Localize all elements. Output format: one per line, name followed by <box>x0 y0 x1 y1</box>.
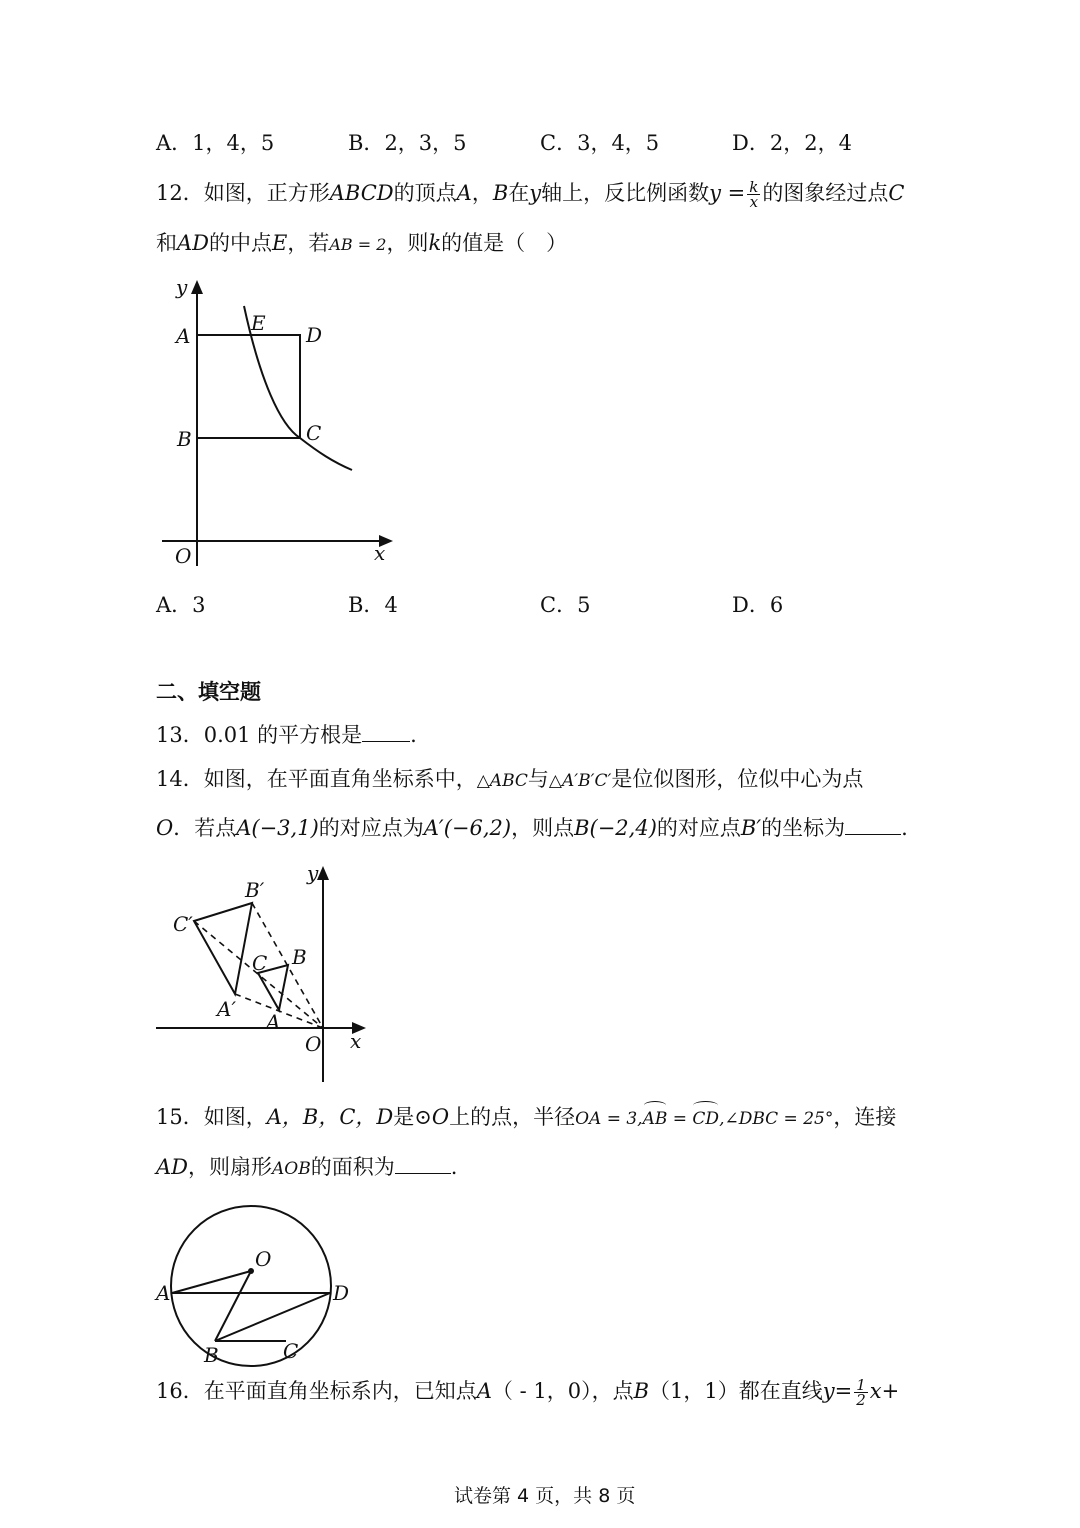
section-2-title: 二、填空题 <box>156 680 261 704</box>
q14-label-a-prime: A′ <box>217 997 236 1021</box>
q12-label-e: E <box>251 311 266 335</box>
q11-option-c: C．3，4，5 <box>540 131 660 155</box>
q12-label-b: B <box>177 427 192 451</box>
q14-label-b-prime: B′ <box>245 878 265 902</box>
q12-label-d: D <box>306 323 323 347</box>
q13-stem: 13．0.01 的平方根是 . <box>156 723 417 747</box>
q16-stem-line1: 16．在平面直角坐标系内，已知点A（ - 1，0），点B（1，1）都在直线y= $\frac{1}{2}$ x+ <box>156 1376 900 1409</box>
q12-option-c: C．5 <box>540 593 591 617</box>
q15-arc-ab: AB <box>643 1104 668 1134</box>
page-footer: 试卷第 4 页，共 8 页 <box>454 1485 636 1507</box>
q12-option-a: A．3 <box>156 593 206 617</box>
q14-label-c: C <box>252 951 268 975</box>
q14-label-b: B <box>292 945 307 969</box>
q12-option-b: B．4 <box>348 593 398 617</box>
q12-option-d: D．6 <box>732 593 784 617</box>
q15-radius-ob <box>215 1271 251 1341</box>
q14-label-c-prime: C′ <box>173 912 193 936</box>
q14-stem-line1: 14．如图，在平面直角坐标系中，△ABC与△A′B′C′是位似图形，位似中心为点 <box>156 767 864 791</box>
q15-stem-line2: AD，则扇形AOB的面积为 . <box>156 1155 458 1179</box>
q14-label-y: y <box>307 861 319 885</box>
q12-label-origin: O <box>175 544 192 568</box>
q12-label-c: C <box>306 421 322 445</box>
q14-label-a: A <box>266 1010 281 1034</box>
q15-label-b: B <box>204 1343 219 1367</box>
q12-stem-line1: 12．如图，正方形ABCD的顶点A，B在y轴上，反比例函数y = $\frac{k}{x}$ 的图象经过点C <box>156 178 905 211</box>
q11-option-b: B．2，3，5 <box>348 131 467 155</box>
q15-label-o: O <box>255 1247 272 1271</box>
q14-label-origin: O <box>305 1032 322 1056</box>
q11-option-a: A．1，4，5 <box>156 131 275 155</box>
q11-option-d: D．2，2，4 <box>732 131 852 155</box>
q12-fraction: $\frac{k}{x}$ <box>749 178 759 211</box>
q12-stem-line2: 和AD的中点E，若AB = 2，则k的值是（ ） <box>156 231 568 255</box>
q15-arc-cd: CD <box>692 1104 719 1134</box>
q15-radius-oa <box>172 1271 251 1293</box>
q12-label-x: x <box>374 541 386 565</box>
q14-stem-line2: O．若点A(−3,1)的对应点为A′(−6,2)，则点B(−2,4)的对应点B′的坐标为 . <box>156 816 908 840</box>
q15-stem-line1: 15．如图，A，B，C，D是⊙O上的点，半径OA = 3,AB = CD,∠DBC = 25°，连接 <box>156 1102 896 1134</box>
q16-fraction: $\frac{1}{2}$ <box>856 1376 866 1409</box>
q15-center-dot <box>248 1268 254 1274</box>
q12-label-a: A <box>176 324 191 348</box>
q15-label-d: D <box>333 1281 350 1305</box>
q15-label-a: A <box>156 1281 171 1305</box>
q15-label-c: C <box>283 1339 299 1363</box>
q15-chord-bd <box>215 1293 330 1341</box>
q12-label-y: y <box>176 275 188 299</box>
q14-label-x: x <box>350 1029 362 1053</box>
